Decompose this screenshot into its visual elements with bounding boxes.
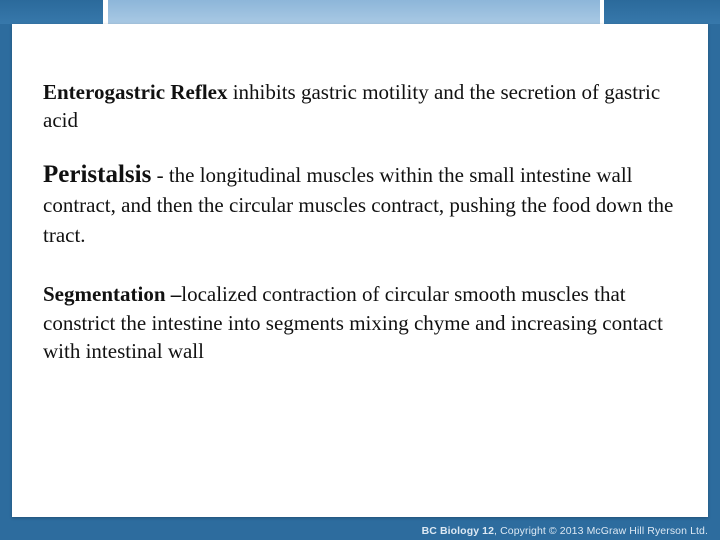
slide-body <box>43 78 683 366</box>
definition-enterogastric-reflex: inhibits gastric motility and the secretion of gastric acid <box>43 80 661 132</box>
term-segmentation: Segmentation – <box>43 282 182 306</box>
footer-course-name: BC Biology 12 <box>421 525 495 537</box>
term-enterogastric-reflex: Enterogastric Reflex <box>43 80 228 104</box>
footer-copyright-text: , Copyright © 2013 McGraw Hill Ryerson Ltd. <box>494 525 708 537</box>
top-band-right <box>604 0 720 24</box>
term-peristalsis: Peristalsis <box>43 161 152 188</box>
paragraph-peristalsis <box>43 160 683 250</box>
definition-segmentation: localized contraction of circular smooth muscles that constrict the intestine into segments mixing chyme and increasing contact with intestinal wall <box>43 282 663 363</box>
top-band-middle <box>108 0 600 24</box>
paragraph-segmentation <box>43 280 683 366</box>
paragraph-enterogastric-reflex <box>43 78 683 134</box>
copyright-footer <box>422 525 708 537</box>
definition-peristalsis: - the longitudinal muscles within the small intestine wall contract, and then the circular muscles contract, pushing the food down the tract. <box>43 163 674 247</box>
top-band-left <box>0 0 103 24</box>
